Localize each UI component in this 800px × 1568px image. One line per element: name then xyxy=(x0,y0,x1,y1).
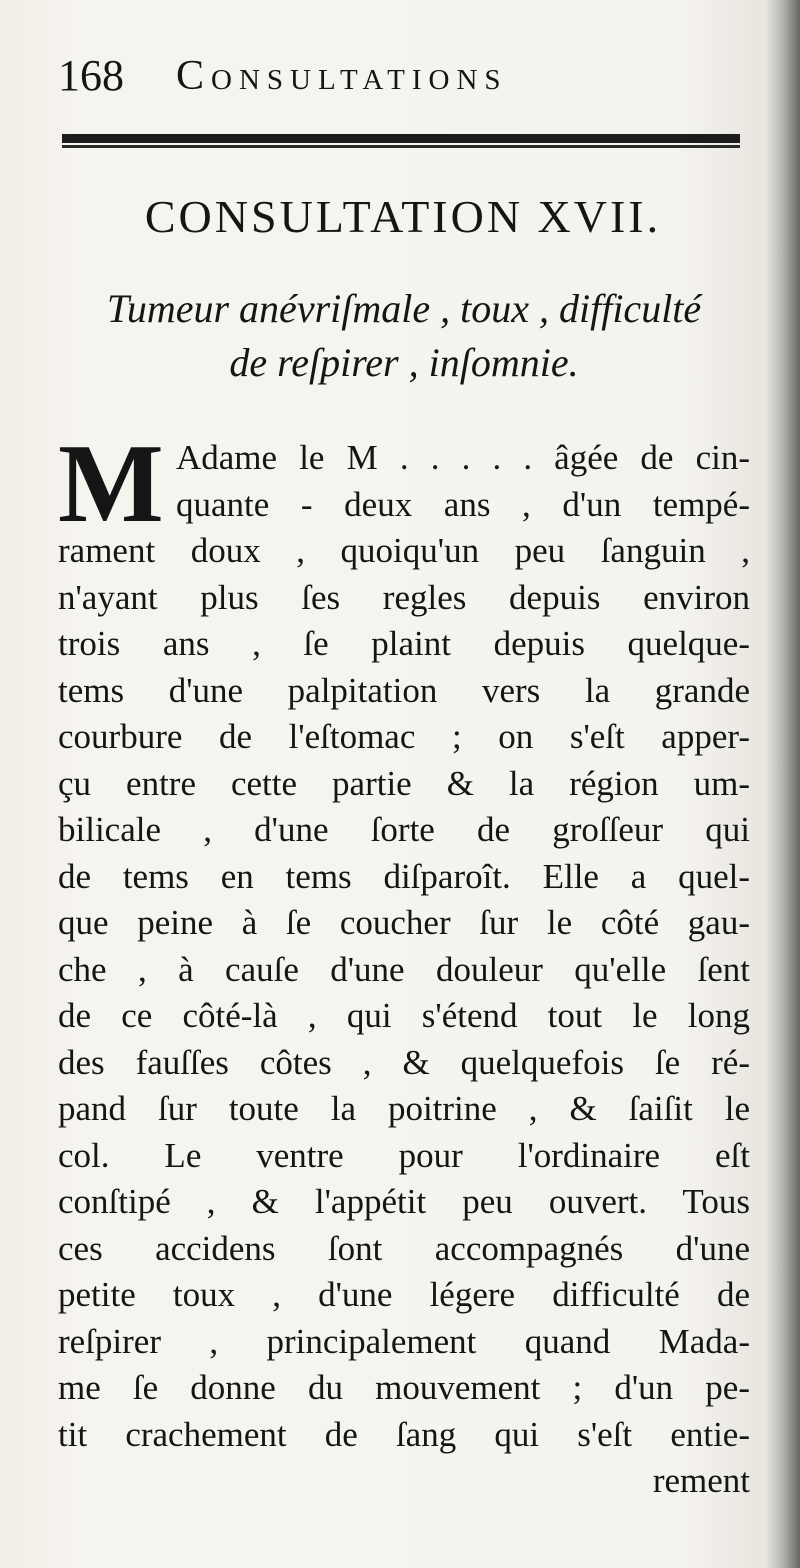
body-line: des fauſſes côtes , & quelquefois ſe ré- xyxy=(58,1042,750,1082)
drop-cap: M xyxy=(58,422,164,546)
body-line: n'ayant plus ſes regles depuis environ xyxy=(58,577,750,617)
body-line: que peine à ſe coucher ſur le côté gau- xyxy=(58,903,750,942)
body-line: petite toux , d'une légere difficulté de xyxy=(58,1275,750,1314)
page-number: 168 xyxy=(58,51,124,100)
subtitle-line-2: de reſpirer , inſomnie. xyxy=(229,340,579,385)
body-line: de tems en tems diſparoît. Elle a quel- xyxy=(58,856,750,896)
body-line: tems d'une palpitation vers la grande xyxy=(58,670,750,710)
body-line: ces accidens ſont accompagnés d'une xyxy=(58,1228,750,1268)
body-line: Adame le M . . . . . âgée de cin- xyxy=(176,438,750,477)
body-line: reſpirer , principalement quand Mada- xyxy=(58,1321,750,1361)
running-head xyxy=(58,46,748,106)
chapter-title: CONSULTATION XVII. xyxy=(144,191,662,242)
body-line: conſtipé , & l'appétit peu ouvert. Tous xyxy=(58,1182,750,1221)
body-line: col. Le ventre pour l'ordinaire eſt xyxy=(58,1135,750,1175)
body-line: tit crachement de ſang qui s'eſt entie- xyxy=(58,1414,750,1454)
subtitle-line-1: Tumeur anévriſmale , toux , difficulté xyxy=(106,286,702,331)
body-line: bilicale , d'une ſorte de groſſeur qui xyxy=(58,810,750,849)
body-line: trois ans , ſe plaint depuis quelque- xyxy=(58,624,750,663)
body-line: pand ſur toute la poitrine , & ſaiſit le xyxy=(58,1089,750,1128)
body-line: che , à cauſe d'une douleur qu'elle ſent xyxy=(58,949,750,989)
body-line: çu entre cette partie & la région um- xyxy=(58,763,750,803)
body-line: me ſe donne du mouvement ; d'un pe- xyxy=(58,1368,750,1407)
body-line: rament doux , quoiqu'un peu ſanguin , xyxy=(58,531,750,570)
header-rule-thick xyxy=(62,134,740,143)
body-line: courbure de l'eſtomac ; on s'eſt apper- xyxy=(58,717,750,756)
header-rule xyxy=(62,130,740,150)
page-spine-shadow xyxy=(766,0,800,1568)
body-line: de ce côté-là , qui s'étend tout le long xyxy=(58,996,750,1035)
body-line: quante - deux ans , d'un tempé- xyxy=(176,484,750,524)
header-rule-thin xyxy=(62,145,740,148)
running-title: Consultations xyxy=(176,53,508,99)
chapter-subtitle xyxy=(58,282,750,390)
body-line: rement xyxy=(652,1461,750,1500)
